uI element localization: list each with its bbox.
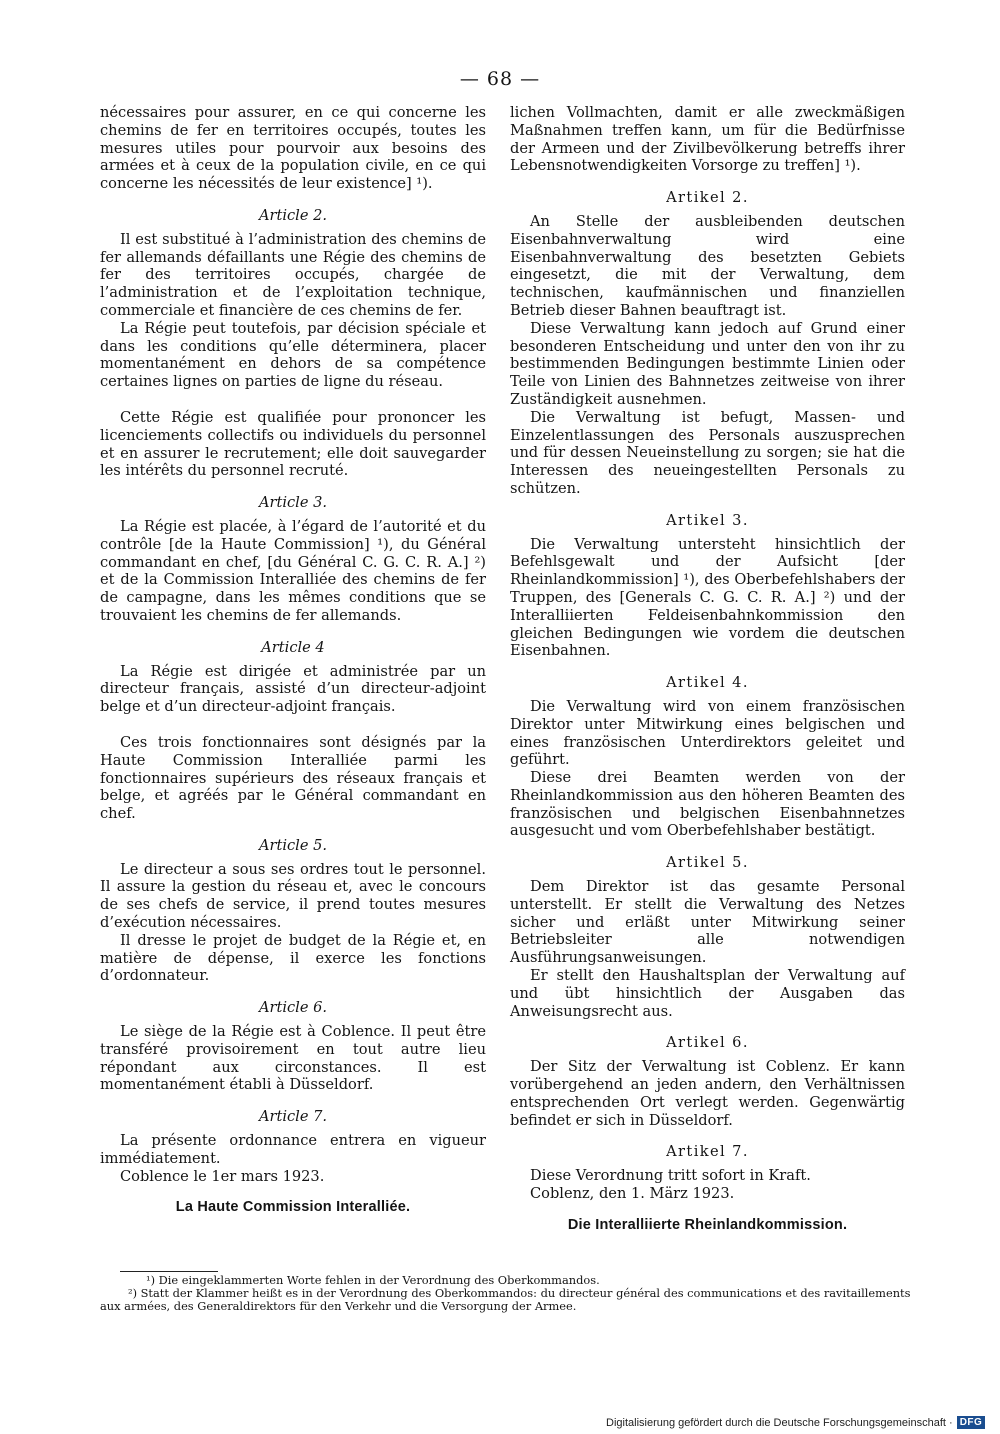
footnote-divider: [120, 1271, 218, 1272]
french-article-4-paragraph: La Régie est dirigée et administrée par un directeur français, assisté d’un directeur-adjoint belge et d’un directeur-adjoint français.: [100, 662, 486, 716]
german-article-2-paragraph: Die Verwaltung ist befugt, Massen- und Einzelentlassungen des Personals auszusprechen und für dessen Neueinstellung zu sorgen; sie hat die Interessen des neueingestellten Personals zu schützen.: [510, 408, 905, 497]
french-date: Coblence le 1er mars 1923.: [120, 1167, 325, 1185]
footnote-1: ¹) Die eingeklammerten Worte fehlen in der Verordnung des Oberkommandos.: [146, 1273, 600, 1287]
french-article-6-heading: Article 6.: [258, 999, 328, 1017]
footnotes: [100, 1273, 918, 1313]
french-article-2-paragraph: La Régie peut toutefois, par décision spéciale et dans les conditions qu’elle déterminera, placer momentanément en dehors de sa compétence certaines lignes on parties de ligne du réseau.: [100, 319, 486, 391]
digitization-credit: [606, 1416, 985, 1429]
french-column: [100, 104, 486, 1217]
footnote-2: ²) Statt der Klammer heißt es in der Verordnung des Oberkommandos: du directeur général des communications et des ravitaillements aux armées, des Generaldirektors für den Verkehr und die Versorgung der Armee.: [100, 1286, 911, 1313]
dfg-logo-icon: DFG: [957, 1416, 986, 1429]
german-article-2-heading: Artikel 2.: [666, 189, 749, 207]
german-article-3-heading: Artikel 3.: [666, 511, 749, 529]
french-article-3-heading: Article 3.: [258, 494, 328, 512]
french-signature: La Haute Commission Interalliée.: [175, 1199, 411, 1216]
german-intro: lichen Vollmachten, damit er alle zweckmäßigen Maßnahmen treffen kann, um für die Bedürfnisse der Armeen und der Zivilbevölkerung betreffs ihrer Lebensnotwendigkeiten Vorsorge zu treffen] ¹).: [510, 104, 905, 175]
french-article-2-paragraph: Cette Régie est qualifiée pour prononcer les licenciements collectifs ou individuels du personnel et en assurer le recrutement; elle doit sauvegarder les intérêts du personnel recruté.: [100, 408, 486, 480]
french-article-3-paragraph: La Régie est placée, à l’égard de l’autorité et du contrôle [de la Haute Commission] ¹), du Général commandant en chef, [du Général C. G. C. R. A.] ²) et de la Commission Interalliée des chemins de fer de campagne, dans les mêmes conditions que se trouvaient les chemins de fer allemands.: [100, 517, 486, 624]
german-article-3-paragraph: Die Verwaltung untersteht hinsichtlich der Befehlsgewalt und der Aufsicht [der Rheinlandkommission] ¹), des Oberbefehlshabers der Truppen, des [Generals C. G. C. R. A.] ²) und der Interalliierten Feldeisenbahnkommission den gleichen Bedingungen wie vordem die deutschen Eisenbahnen.: [510, 535, 905, 660]
german-article-5-paragraph: Dem Direktor ist das gesamte Personal unterstellt. Er stellt die Verwaltung des Netzes sicher und erläßt unter Mitwirkung seiner Betriebsleiter alle notwendigen Ausführungsanweisungen.: [510, 878, 905, 967]
german-article-5-heading: Artikel 5.: [666, 854, 749, 872]
german-article-7-heading: Artikel 7.: [666, 1143, 749, 1161]
german-article-7-paragraph: Diese Verordnung tritt sofort in Kraft.: [530, 1167, 811, 1185]
french-article-7-paragraph: La présente ordonnance entrera en vigueur immédiatement.: [100, 1132, 486, 1167]
french-article-4-heading: Article 4: [261, 638, 325, 656]
french-article-5-heading: Article 5.: [258, 836, 328, 854]
german-article-4-paragraph: Die Verwaltung wird von einem französischen Direktor unter Mitwirkung eines belgischen und eines französischen Unterdirektors geleitet und geführt.: [510, 697, 905, 769]
french-article-7-heading: Article 7.: [258, 1108, 328, 1126]
german-date: Coblenz, den 1. März 1923.: [530, 1185, 735, 1203]
german-article-6-heading: Artikel 6.: [666, 1034, 749, 1052]
german-article-6-paragraph: Der Sitz der Verwaltung ist Coblenz. Er kann vorübergehend an jeden andern, den Verhältnissen entsprechenden Ort verlegt werden. Gegenwärtig befindet er sich in Düsseldorf.: [510, 1058, 905, 1129]
page-number: — 68 —: [459, 68, 541, 90]
credit-text: Digitalisierung gefördert durch die Deutsche Forschungsgemeinschaft ·: [606, 1416, 953, 1429]
french-article-2-heading: Article 2.: [258, 206, 328, 224]
french-article-5-paragraph: Le directeur a sous ses ordres tout le personnel. Il assure la gestion du réseau et, avec le concours de ses chefs de service, il prend toutes mesures d’exécution nécessaires.: [100, 860, 486, 932]
french-article-5-paragraph: Il dresse le projet de budget de la Régie et, en matière de dépense, il exerce les fonctions d’ordonnateur.: [100, 931, 486, 985]
french-article-6-paragraph: Le siège de la Régie est à Coblence. Il peut être transféré provisoirement en tout autre lieu répondant aux circonstances. Il est momentanément établi à Düsseldorf.: [100, 1023, 486, 1094]
french-article-2-paragraph: Il est substitué à l’administration des chemins de fer allemands défaillants une Régie des chemins de fer des territoires occupés, chargée de l’administration et de l’exploitation technique, commerciale et financière de ces chemins de fer.: [100, 230, 486, 319]
german-article-2-paragraph: An Stelle der ausbleibenden deutschen Eisenbahnverwaltung wird eine Eisenbahnverwaltung des besetzten Gebiets eingesetzt, die mit der Verwaltung, dem technischen, kaufmännischen und finanziellen Betrieb dieser Bahnen beauftragt ist.: [510, 212, 905, 319]
german-article-2-paragraph: Diese Verwaltung kann jedoch auf Grund einer besonderen Entscheidung und unter den von ihr zu bestimmenden Bedingungen bestimmte Linien oder Teile von Linien des Bahnnetzes zeitweise von ihrer Zuständigkeit ausnehmen.: [510, 319, 905, 408]
german-column: [510, 104, 905, 1235]
french-intro: nécessaires pour assurer, en ce qui concerne les chemins de fer en territoires occupés, toutes les mesures utiles pour pourvoir aux besoins des armées et à ceux de la population civile, en ce qui concerne les nécessités de leur existence] ¹).: [100, 104, 486, 193]
german-article-4-paragraph: Diese drei Beamten werden von der Rheinlandkommission aus den höheren Beamten des französischen und belgischen Eisenbahnnetzes ausgesucht und vom Oberbefehlshaber bestätigt.: [510, 769, 905, 840]
german-article-5-paragraph: Er stellt den Haushaltsplan der Verwaltung auf und übt hinsichtlich der Ausgaben das Anweisungsrecht aus.: [510, 967, 905, 1020]
german-article-4-heading: Artikel 4.: [666, 674, 749, 692]
german-signature: Die Interalliierte Rheinlandkommission.: [567, 1216, 848, 1233]
french-article-4-paragraph: Ces trois fonctionnaires sont désignés par la Haute Commission Interalliée parmi les fonctionnaires supérieurs des réseaux français et belge, et agréés par le Général commandant en chef.: [100, 733, 486, 823]
